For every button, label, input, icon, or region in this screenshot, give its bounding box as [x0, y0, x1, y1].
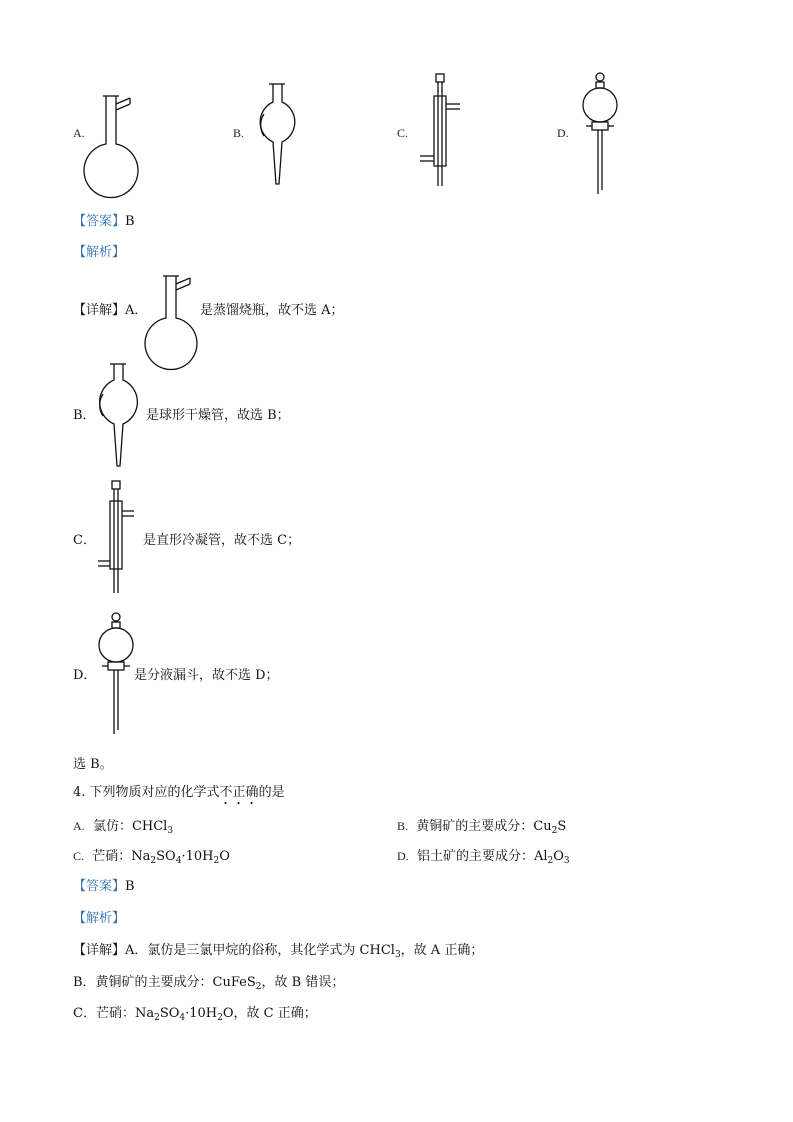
q3-answer [73, 213, 135, 231]
q4-stem-before: 4. 下列物质对应的化学式 [73, 785, 220, 800]
detail-label: 【详解】 [73, 303, 126, 318]
q4-stem-emphasis: 不正确 [219, 785, 259, 800]
q4-stem-after: 的是 [258, 785, 285, 800]
drying-tube-icon [96, 364, 152, 470]
q4-detail-a: 【详解】A．氯仿是三氯甲烷的俗称，其化学式为 CHCl$_3$，故 A 正确； [73, 943, 484, 960]
q4-option-a: A. 氯仿：CHCl$_3$ [73, 819, 174, 836]
q3-detail-a [73, 302, 147, 320]
option-d-label: D. [557, 126, 569, 140]
detail-d-text: 是分液漏斗，故不选 D； [134, 668, 279, 683]
q4-stem [73, 784, 285, 808]
detail-a-text: 是蒸馏烧瓶，故不选 A； [200, 303, 344, 318]
drying-tube-icon [255, 84, 315, 189]
condenser-icon [96, 481, 142, 597]
q4-detail-c: C．芒硝：$Na_2SO_4\cdot 10H_2O$，故 C 正确； [73, 1006, 317, 1023]
detail-c-prefix: C． [73, 533, 96, 548]
q4-option-c: C. 芒硝：$Na_2SO_4\cdot 10H_2O$ [73, 849, 230, 866]
answer-label: 【答案】 [73, 214, 126, 229]
answer-label: 【答案】 [73, 879, 126, 894]
detail-d-prefix: D． [73, 668, 97, 683]
detail-c-text: 是直形冷凝管，故不选 C； [143, 533, 301, 548]
option-b-label: B. [233, 126, 245, 140]
option-a-label: A. [73, 126, 85, 140]
detail-a-prefix: A． [125, 303, 148, 318]
q4-option-d: D. 铝土矿的主要成分：$Al_2O_3$ [397, 849, 570, 866]
q4-answer [73, 878, 135, 896]
detail-b-prefix: B． [73, 408, 96, 423]
separatory-funnel-icon [580, 72, 624, 196]
q3-analysis-label: 【解析】 [73, 245, 126, 260]
distillation-flask-icon [94, 94, 154, 174]
option-c-label: C. [397, 126, 409, 140]
q4-analysis-label: 【解析】 [73, 911, 126, 926]
q4-detail-b: B．黄铜矿的主要成分：CuFeS$_2$，故 B 错误； [73, 975, 345, 992]
condenser-icon [420, 74, 466, 192]
detail-b-text: 是球形干燥管，故选 B； [146, 408, 290, 423]
answer-value: B [125, 214, 135, 229]
q4-option-b: B. 黄铜矿的主要成分：$Cu_2S$ [397, 819, 567, 836]
answer-value: B [125, 879, 135, 894]
q3-conclusion: 选 B。 [73, 757, 113, 772]
